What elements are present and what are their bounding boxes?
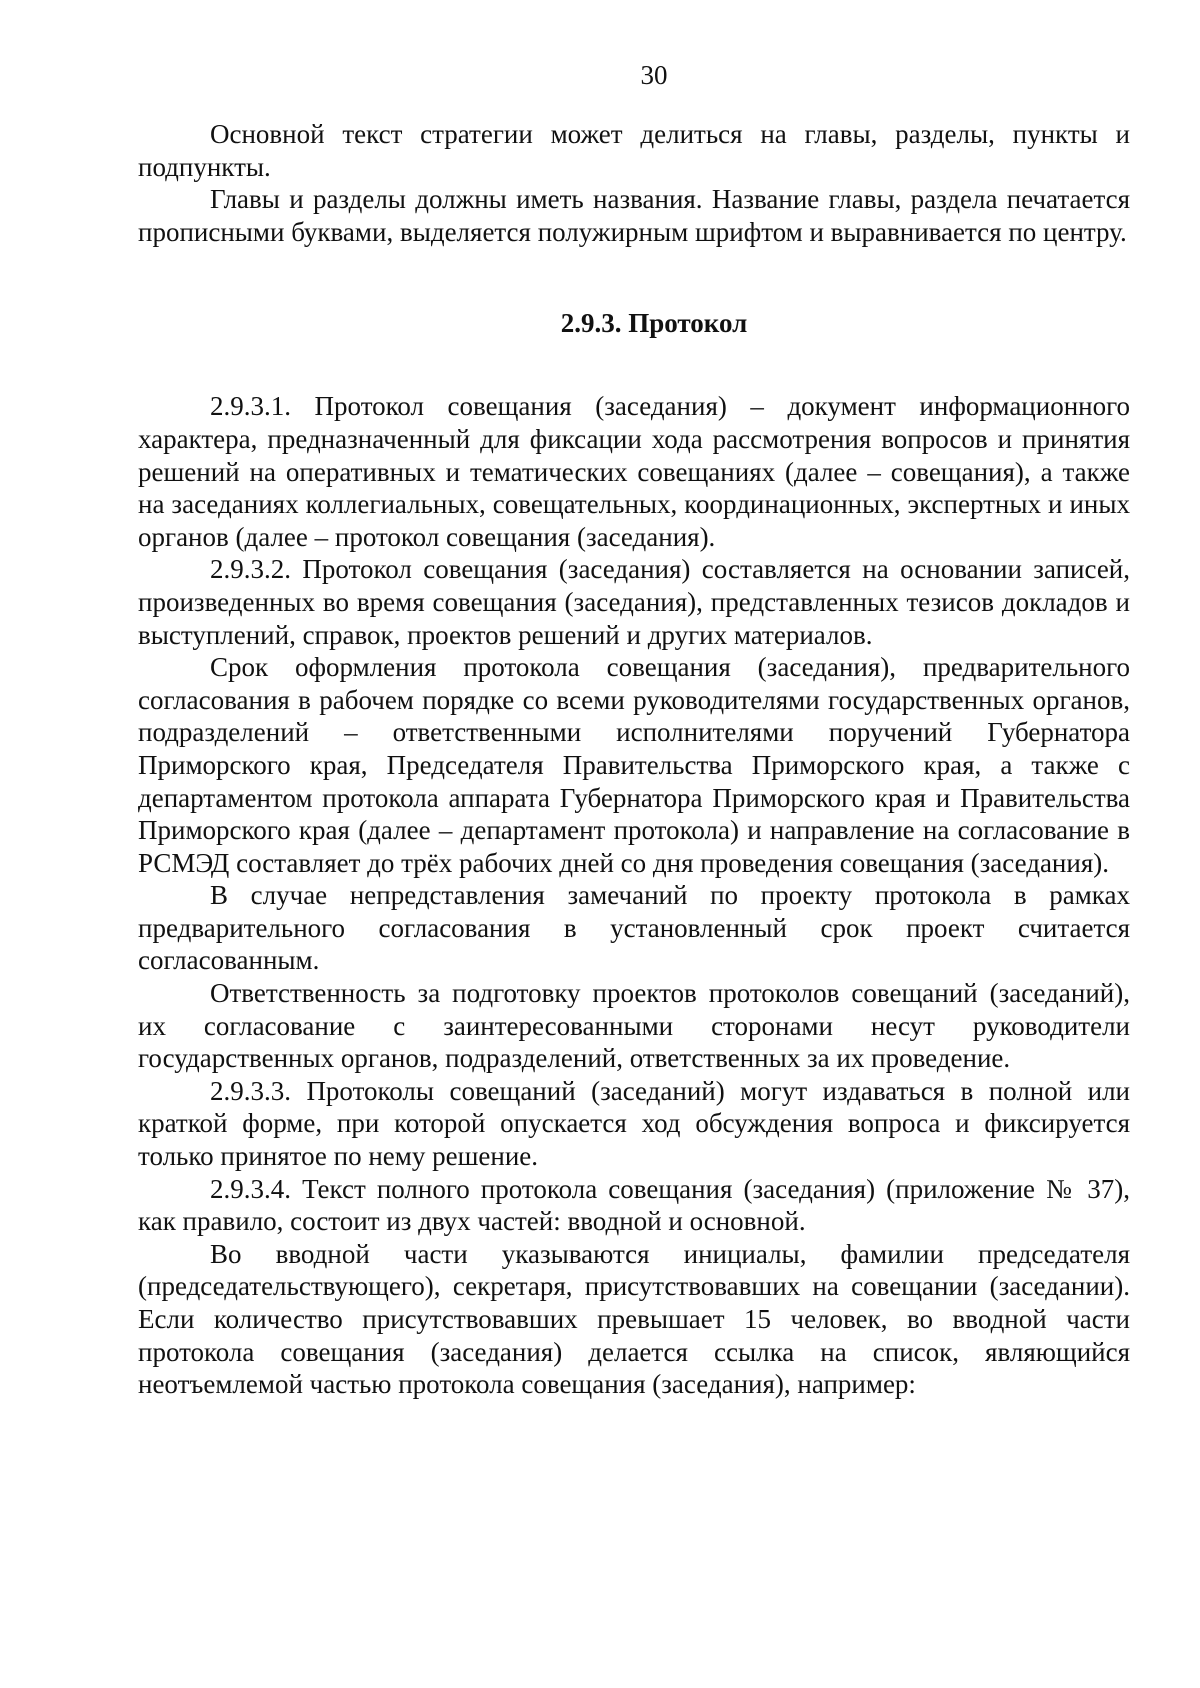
intro-paragraph: Основной текст стратегии может делиться на главы, разделы, пункты и подпункты. [138, 119, 1130, 182]
body-paragraph: Во вводной части указываются инициалы, фамилии председателя (председательствующего), секретаря, присутствовавших на совещании (заседании). Если количество присутствовавших превышает 15 человек, во вводной части протокола совещания (заседания) делается ссылка на список, являющийся неотъемлемой частью протокола совещания (заседания), например: [138, 1238, 1130, 1400]
page-number: 30 [640, 60, 668, 90]
document-page [138, 58, 1130, 1401]
body-paragraph-2-9-3-4: 2.9.3.4. Текст полного протокола совещания (заседания) (приложение № 37), как правило, состоит из двух частей: вводной и основной. [138, 1173, 1130, 1237]
section-heading: 2.9.3. Протокол [560, 308, 748, 339]
intro-paragraph: Главы и разделы должны иметь названия. Название главы, раздела печатается прописными буквами, выделяется полужирным шрифтом и выравнивается по центру. [138, 184, 1130, 247]
body-paragraph: Ответственность за подготовку проектов протоколов совещаний (заседаний), их согласование с заинтересованными сторонами несут руководители государственных органов, подразделений, ответственных за их проведение. [138, 978, 1130, 1074]
body-paragraph-2-9-3-2: 2.9.3.2. Протокол совещания (заседания) составляется на основании записей, произведенных во время совещания (заседания), представленных тезисов докладов и выступлений, справок, проектов решений и других материалов. [138, 554, 1130, 650]
body-paragraph: Срок оформления протокола совещания (заседания), предварительного согласования в рабочем порядке со всеми руководителями государственных органов, подразделений – ответственными исполнителями поручений Губернатора Приморского края, Председателя Правительства Приморского края, а также с департаментом протокола аппарата Губернатора Приморского края и Правительства Приморского края (далее – департамент протокола) и направление на согласование в РСМЭД составляет до трёх рабочих дней со дня проведения совещания (заседания). [138, 652, 1130, 878]
body-paragraph-2-9-3-3: 2.9.3.3. Протоколы совещаний (заседаний) могут издаваться в полной или краткой форме, при которой опускается ход обсуждения вопроса и фиксируется только принятое по нему решение. [138, 1075, 1130, 1172]
body-paragraph: В случае непредставления замечаний по проекту протокола в рамках предварительного согласования в установленный срок проект считается согласованным. [138, 880, 1130, 976]
body-paragraph-2-9-3-1: 2.9.3.1. Протокол совещания (заседания) – документ информационного характера, предназначенный для фиксации хода рассмотрения вопросов и принятия решений на оперативных и тематических совещаниях (далее – совещания), а также на заседаниях коллегиальных, совещательных, координационных, экспертных и иных органов (далее – протокол совещания (заседания). [138, 391, 1130, 552]
